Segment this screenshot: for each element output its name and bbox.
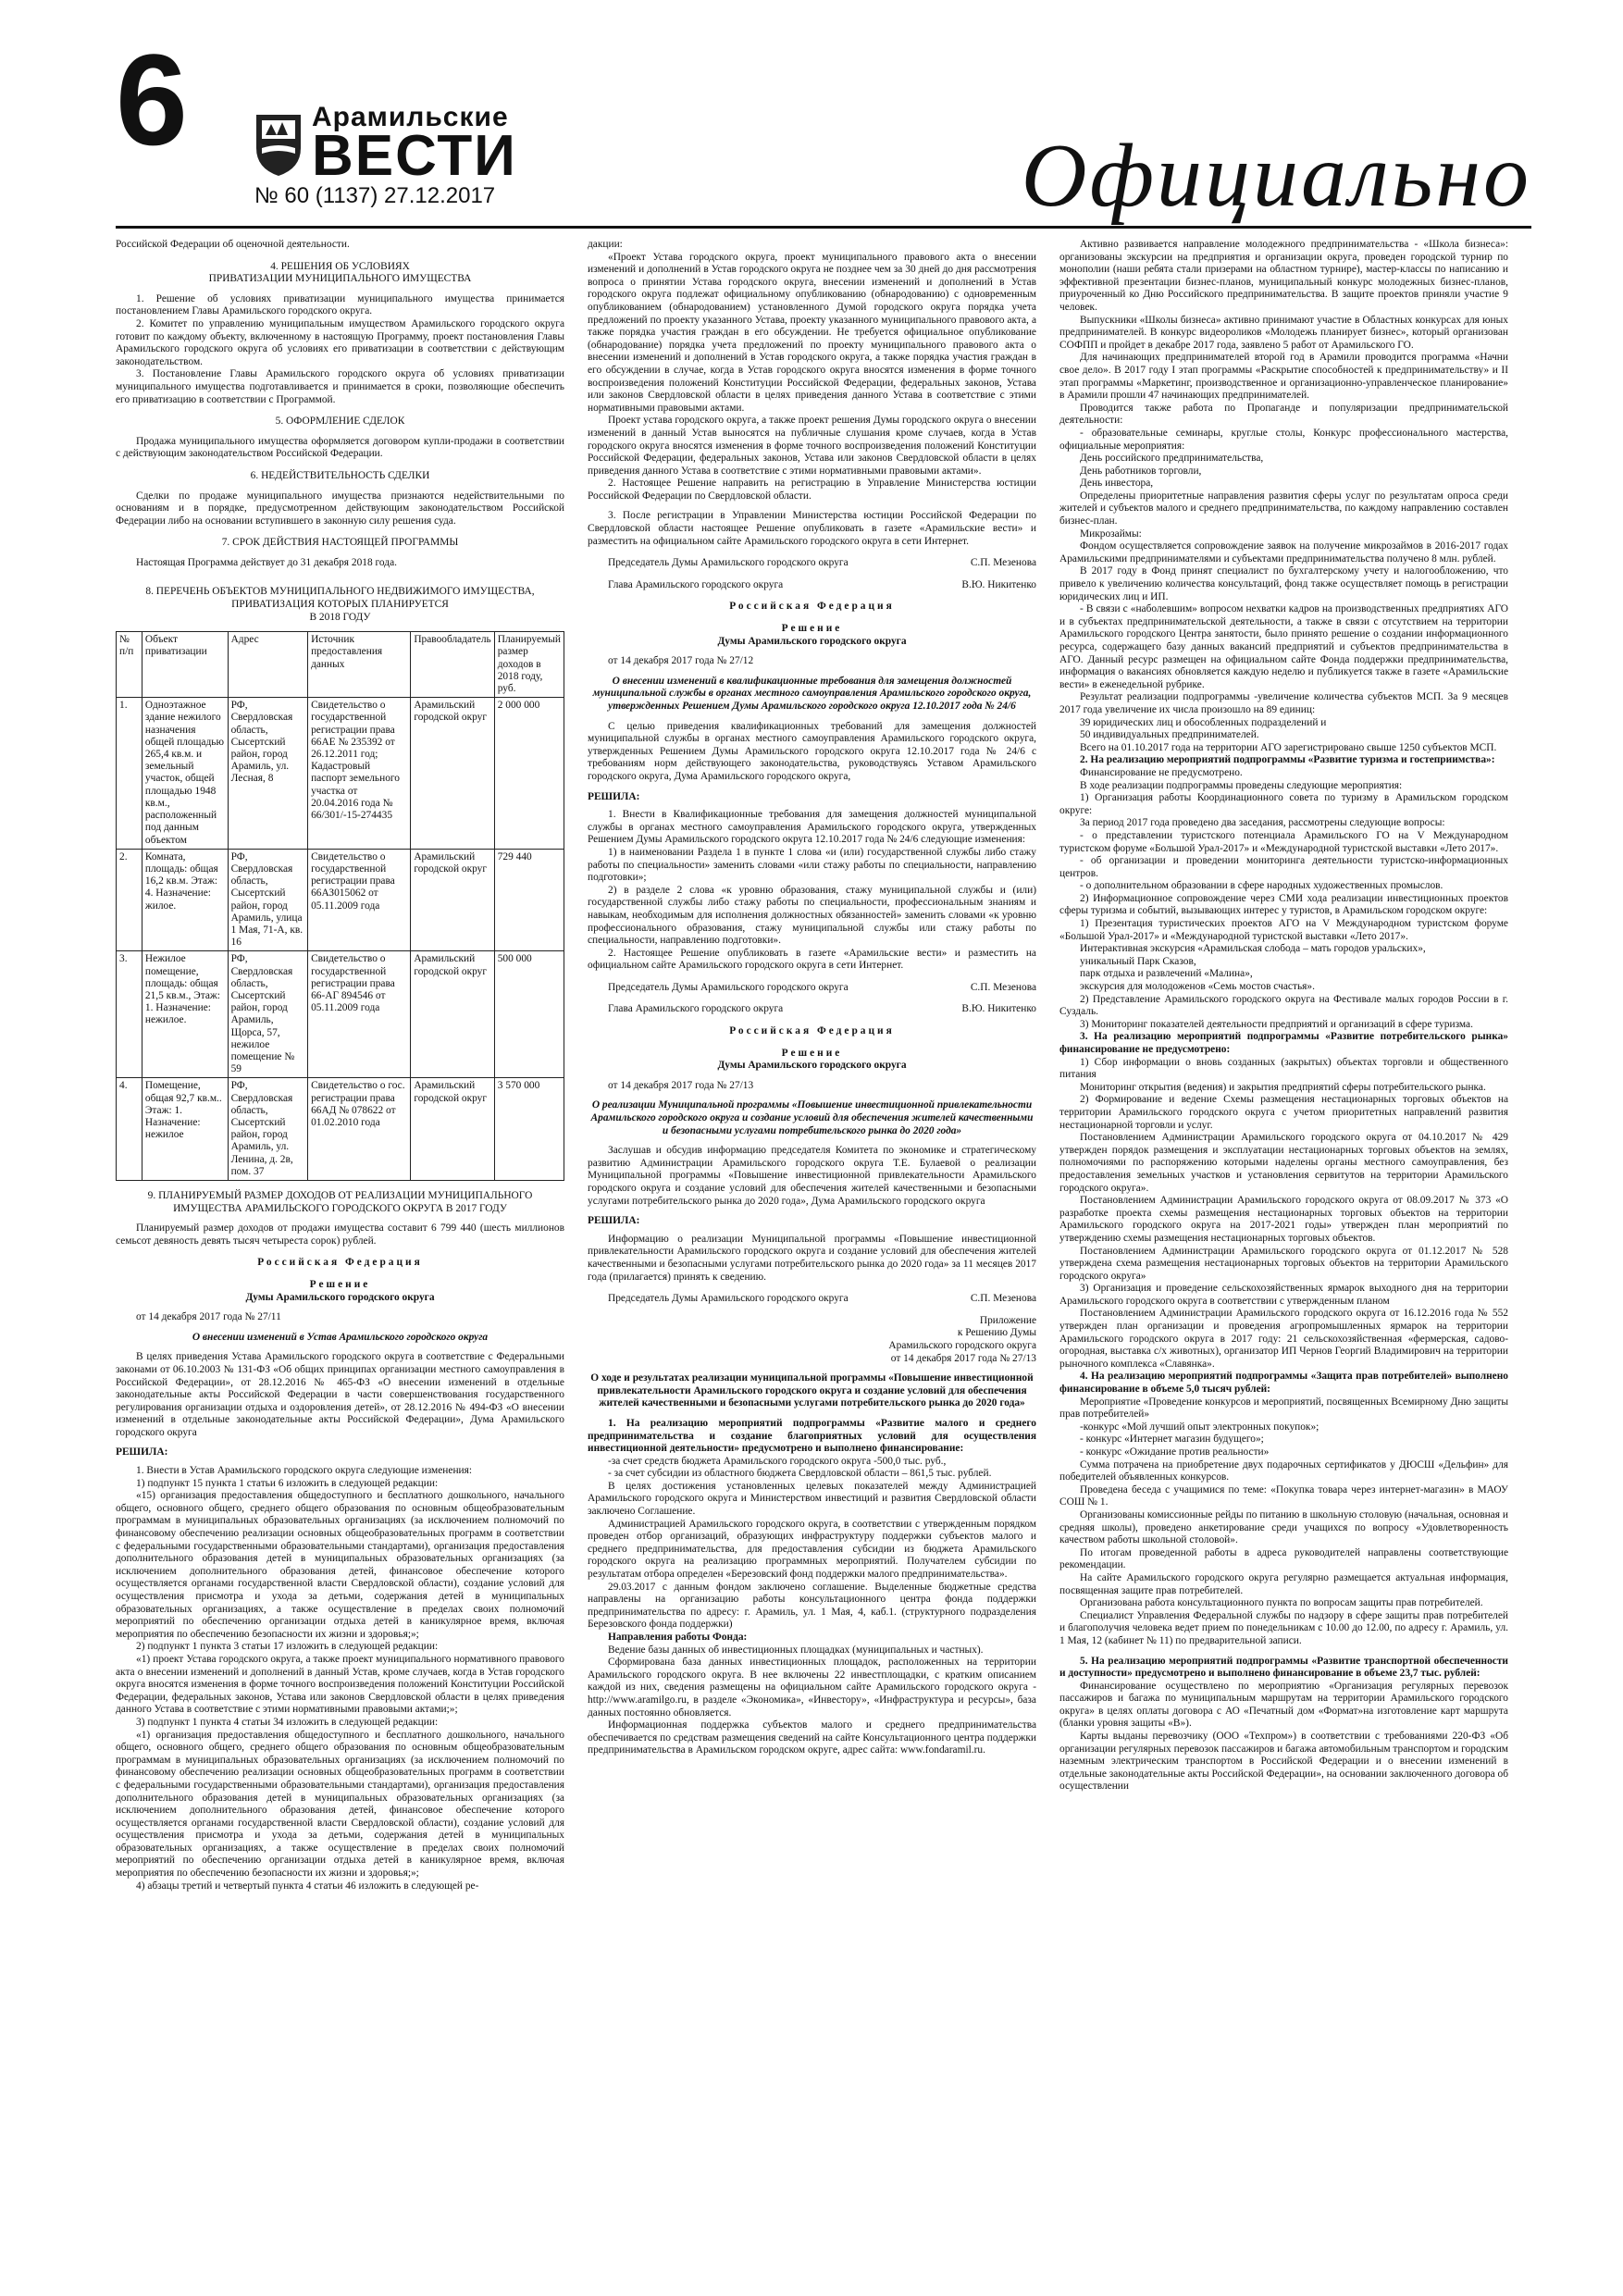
header-rule xyxy=(116,226,1531,229)
paragraph: 3) Организация и проведение сельскохозяйственных ярмарок выходного дня на территории Арамильского городского округа в соответствии с утвержденным планом xyxy=(1059,1283,1508,1307)
signature-line: Председатель Думы Арамильского городского округа С.П. Мезенова xyxy=(608,1293,1036,1305)
decision-label: РЕШИЛА: xyxy=(116,1446,168,1458)
decision-label: РЕШИЛА: xyxy=(588,1215,640,1227)
paragraph: - о дополнительном образовании в сфере народных художественных промыслов. xyxy=(1080,880,1443,892)
table-header-cell: Правообладатель xyxy=(411,632,494,698)
paragraph: Мониторинг открытия (ведения) и закрытия предприятий сферы потребительского рынка. xyxy=(1080,1081,1486,1093)
paragraph: экскурсия для молодоженов «Семь мостов счастья». xyxy=(1080,981,1315,993)
paragraph: 2) в разделе 2 слова «к уровню образования, стажу муниципальной службы и (или) государственной службы либо стажу работы по специальности, профессиональным знаниям и навыкам, необходимым для исполнения должностных обязанностей» заменить словами «к уровню профессионального образования, стажу муниципальной службы или стажу работы по специальности, направлению подготовки». xyxy=(588,884,1036,947)
paragraph: Продажа муниципального имущества оформляется договором купли-продажи в соответствии с действующим законодательством Российской Федерации. xyxy=(116,435,564,460)
paragraph: Проведена беседа с учащимися по теме: «Покупка товара через интернет-магазин» в МАОУ СОШ № 1. xyxy=(1059,1483,1508,1508)
paragraph: За период 2017 года проведено два заседания, рассмотрены следующие вопросы: xyxy=(1080,817,1445,829)
paragraph: 1) Сбор информации о вновь созданных (закрытых) объектах торговли и общественного питания xyxy=(1059,1056,1508,1081)
paragraph: В 2017 году в Фонд принят специалист по бухгалтерскому учету и налогообложению, что привело к увеличению количества консультаций, фонд также осуществляет помощь в регистрации юридических лиц и ИП. xyxy=(1059,565,1508,602)
paragraph: 1. На реализацию мероприятий подпрограммы «Развитие малого и среднего предпринимательства и создание благоприятных условий для осуществления инвестиционной деятельности» предусмотрено и выполнено финансирование: xyxy=(588,1417,1036,1455)
table-row xyxy=(117,1078,564,1181)
doc-authority: Думы Арамильского городского округа xyxy=(717,635,907,647)
paragraph: 3) Мониторинг показателей деятельности предприятий и организаций в сфере туризма. xyxy=(1080,1018,1473,1030)
table-row xyxy=(117,698,564,849)
paragraph: Администрацией Арамильского городского округа, в соответствии с утвержденным порядком проведен отбор организаций, образующих инфраструктуру поддержки субъектов малого и среднего предпринимательства, для предоставления субсидии из бюджета Арамильского городского округа на реализацию программных мероприятий. Получателем субсидии по результатам отбора определен «Березовский фонд поддержки малого предпринимательства». xyxy=(588,1518,1036,1581)
paragraph: В ходе реализации подпрограммы проведены следующие мероприятия: xyxy=(1080,779,1403,791)
column-1 xyxy=(116,239,564,1893)
doc-title: О внесении изменений в квалификационные требования для замещения должностей муниципальной службы в органах местного самоуправления Арамильского городского округа, утвержденных Решением Думы Арамильского городского округа 12.10.2017 года № 24/6 xyxy=(592,675,1032,712)
paragraph: Заслушав и обсудив информацию председателя Комитета по экономике и стратегическому развитию Администрации Арамильского городского округа Т.Е. Булаевой о реализации Муниципальной программы «Повышение инвестиционной привлекательности Арамильского городского округа и создание условий для обеспечения жителей качественными и безопасными услугами потребительского рынка до 2020 года», Дума Арамильского городского округа xyxy=(588,1145,1036,1207)
paragraph: 2) Информационное сопровождение через СМИ хода реализации инвестиционных проектов сферы туризма и событий, вызывающих интерес у туристов, в Арамильском городском округе: xyxy=(1059,892,1508,917)
doc-type: Решение xyxy=(781,1047,843,1059)
table-header-cell: Адрес xyxy=(228,632,307,698)
signature-line: Глава Арамильского городского округа В.Ю. Никитенко xyxy=(608,1003,1036,1015)
paragraph: 1. Внести в Квалификационные требования для замещения должностей муниципальной службы в органах местного самоуправления Арамильского городского округа, утвержденных Решением Думы Арамильского городского округа 12.10.2017 года № 24/6 следующие изменения: xyxy=(588,809,1036,846)
doc-date: от 14 декабря 2017 года № 27/13 xyxy=(608,1079,754,1091)
paragraph: 3. Постановление Главы Арамильского городского округа об условиях приватизации муниципального имущества подготавливается и принимается в сроки, позволяющие обеспечить его приватизацию в соответствии с Программой. xyxy=(116,368,564,405)
paragraph: Мероприятие «Проведение конкурсов и мероприятий, посвященных Всемирному Дню защиты прав потребителей» xyxy=(1059,1396,1508,1421)
table-cell: РФ, Свердловская область, Сысертский район, город Арамиль, Щорса, 57, нежилое помещение № 59 xyxy=(228,951,307,1078)
table-cell: Арамильский городской округ xyxy=(411,698,494,849)
paragraph: Сформирована база данных инвестиционных площадок, расположенных на территории Арамильского городского округа. В нее включены 22 инвестплощадки, с кратким описанием каждой из них, сведения размещены на официальном сайте Арамильского городского округа - http://www.aramilgo.ru, в разделе «Экономика», «Инвестору», «Инфраструктура и ресурсы», база данных постоянно обновляется. xyxy=(588,1657,1036,1719)
paragraph: Выпускники «Школы бизнеса» активно принимают участие в Областных конкурсах для юных предпринимателей. В конкурс видеороликов «Молодежь планирует бизнес», который организован СОФПП и пройдет в декабре 2017 года, заявлено 5 работ от Арамильского ГО. xyxy=(1059,314,1508,351)
table-cell: РФ, Свердловская область, Сысертский район, город Арамиль, ул. Лесная, 8 xyxy=(228,698,307,849)
paragraph: Сделки по продаже муниципального имущества признаются недействительными по основаниям и в порядке, предусмотренном действующим законодательством Российской Федерации либо на основании вступившего в законную силу решения суда. xyxy=(116,490,564,527)
table-cell: 500 000 xyxy=(494,951,564,1078)
paragraph: парк отдыха и развлечений «Малина», xyxy=(1080,968,1253,980)
doc-type: Решение xyxy=(309,1278,371,1290)
table-cell: Свидетельство о гос. регистрации права 66АД № 078622 от 01.02.2010 года xyxy=(308,1078,411,1181)
masthead xyxy=(116,27,1531,226)
table-cell: Арамильский городской округ xyxy=(411,1078,494,1181)
doc-country: Российская Федерация xyxy=(257,1257,423,1269)
paragraph: 1) подпункт 15 пункта 1 статьи 6 изложить в следующей редакции: xyxy=(136,1477,439,1489)
column-2 xyxy=(588,239,1036,1757)
paragraph: дакции: xyxy=(588,239,623,250)
report-title: О ходе и результатах реализации муниципальной программы «Повышение инвестиционной привлекательности Арамильского городского округа и создание условий для обеспечения жителей качественными и безопасными услугами потребительского рынка до 2020 года» xyxy=(590,1372,1034,1409)
paragraph: «Проект Устава городского округа, проект муниципального правового акта о внесении изменений и дополнений в Устав городского округа не позднее чем за 30 дней до дня рассмотрения вопроса о принятии Устава городского округа, внесении изменений и дополнений в Устав городского округа подлежат официальному опубликованию (обнародованию) с одновременным опубликованием (обнародованием) установленного Думой городского округа порядка учета предложений по проекту указанного Устава, проекту указанного муниципального правового акта, а также порядка участия граждан в его обсуждении. Не требуется официальное опубликование (обнародование) порядка учета предложений по проекту муниципального правового акта о внесении изменений и дополнений в Устав городского округа, а также порядка участия граждан в его обсуждении в случае, когда в Устав городского округа вносятся изменения в форме точного воспроизведения положений Конституции Российской Федерации, федеральных законов, Устава или законов Свердловской области в целях приведения данного Устава в соответствие с этими нормативными правовыми актами. xyxy=(588,251,1036,414)
section-heading: 8. ПЕРЕЧЕНЬ ОБЪЕКТОВ МУНИЦИПАЛЬНОГО НЕДВИЖИМОГО ИМУЩЕСТВА, ПРИВАТИЗАЦИЯ КОТОРЫХ ПЛАНИРУЕТСЯ В 2018 ГОДУ xyxy=(145,586,535,623)
signature-line: Глава Арамильского городского округа В.Ю. Никитенко xyxy=(608,578,1036,590)
page-number: 6 xyxy=(116,27,188,172)
table-cell: РФ, Свердловская область, Сысертский район, город Арамиль, улица 1 Мая, 71-А, кв. 16 xyxy=(228,849,307,951)
paragraph: С целью приведения квалификационных требований для замещения должностей муниципальной службы в органах местного самоуправления Арамильского городского округа, утвержденных Решением Думы Арамильского городского округа 12.10.2017 года № 24/6 с требованиям норм действующего законодательства, руководствуясь Уставом Арамильского городского округа, Дума Арамильского городского округа, xyxy=(588,720,1036,782)
decision-label: РЕШИЛА: xyxy=(588,790,640,802)
appendix-label: Приложение xyxy=(979,1314,1036,1326)
paragraph: Постановлением Администрации Арамильского городского округа от 01.12.2017 № 528 утверждена схема размещения нестационарных торговых объектов на территории Арамильского городского округа» xyxy=(1059,1245,1508,1282)
paragraph: Направления работы Фонда: xyxy=(608,1632,748,1643)
paragraph: Микрозаймы: xyxy=(1080,527,1142,540)
paragraph: По итогам проведенной работы в адреса руководителей направлены соответствующие рекомендации. xyxy=(1059,1546,1508,1571)
paragraph: - В связи с «наболевшим» вопросом нехватки кадров на производственных предприятиях АГО и в субъектах предпринимательской деятельности, а также в связи с отсутствием на территории Арамильского городского Центра занятости, было принято решение о создании информационного ресурса, содержащего базу данных вакансий предприятий и субъектов предпринимательства в АГО. Данный ресурс размещен на официальном сайте Фонда поддержки предпринимательства, информация о вакансиях обновляется каждую неделю и публикуется также в газете «Арамильские вести» в еженедельной рубрике. xyxy=(1059,603,1508,690)
paragraph: 1) в наименовании Раздела 1 в пункте 1 слова «и (или) государственной службы либо стажу работы по специальности» заменить словами «или стажу работы по специальности, направлению подготовки»; xyxy=(588,846,1036,884)
table-cell: 2 000 000 xyxy=(494,698,564,849)
table-cell: 1. xyxy=(117,698,142,849)
paragraph: 1) Презентация туристических проектов АГО на V Международном туристском форуме «Большой Урал-2017» и «Международной туристской выставки «Лето 2017». xyxy=(1059,918,1508,942)
paragraph: Финансирование не предусмотрено. xyxy=(1080,766,1243,778)
paragraph: В целях достижения установленных целевых показателей между Администрацией Арамильского городского округа и Министерством инвестиций и развития Свердловской области заключено Соглашение. xyxy=(588,1480,1036,1518)
paragraph: - образовательные семинары, круглые столы, Конкурс профессионального мастерства, официальные мероприятия: xyxy=(1059,427,1508,452)
paragraph: Постановлением Администрации Арамильского городского округа от 08.09.2017 № 373 «О разработке проекта схемы размещения нестационарных торговых объектов на территории Арамильского городского округа на 2017-2021 годы» утвержден план мероприятий по утверждению схемы размещения нестационарных торговых объектов. xyxy=(1059,1195,1508,1244)
paragraph: - об организации и проведении мониторинга деятельности туристско-информационных центров. xyxy=(1059,855,1508,879)
table-header-cell: Источник предоставления данных xyxy=(308,632,411,698)
paragraph: Всего на 01.10.2017 года на территории АГО зарегистрировано свыше 1250 субъектов МСП. xyxy=(1080,741,1497,753)
paragraph: День работников торговли, xyxy=(1080,465,1202,477)
paragraph: - о представлении туристского потенциала Арамильского ГО на V Международном туристском форуме «Большой Урал-2017» и «Международной туристской выставки «Лето 2017». xyxy=(1059,829,1508,854)
paragraph: Планируемый размер доходов от продажи имущества составит 6 799 440 (шесть миллионов семьсот девяность девять тысяч четыреста сорок) рублей. xyxy=(116,1222,564,1247)
section-heading: 9. ПЛАНИРУЕМЫЙ РАЗМЕР ДОХОДОВ ОТ РЕАЛИЗАЦИИ МУНИЦИПАЛЬНОГО ИМУЩЕСТВА АРАМИЛЬСКОГО ГОРОДСКОГО ОКРУГА В 2017 ГОДУ xyxy=(147,1189,533,1214)
table-cell: 4. xyxy=(117,1078,142,1181)
appendix-label: Арамильского городского округа xyxy=(888,1339,1036,1351)
paragraph: 1. Внести в Устав Арамильского городского округа следующие изменения: xyxy=(136,1465,473,1477)
table-cell: РФ, Свердловская область, Сысертский район, город Арамиль, ул. Ленина, д. 2в, пом. 37 xyxy=(228,1078,307,1181)
paragraph: Информацию о реализации Муниципальной программы «Повышение инвестиционной привлекательности Арамильского городского округа и создание условий для обеспечения жителей качественными и безопасными услугами потребительского рынка до 2020 года» за 11 месяцев 2017 года (прилагается) принять к сведению. xyxy=(588,1233,1036,1283)
paper-name-top: Арамильские xyxy=(312,102,509,132)
signature-line: Председатель Думы Арамильского городского округа С.П. Мезенова xyxy=(608,981,1036,993)
paragraph: Фондом осуществляется сопровождение заявок на получение микрозаймов в 2016-2017 годах Арамильскими предпринимателями и субъектами предпринимательства получено 8 млн. рублей. xyxy=(1059,540,1508,565)
paragraph: 2. Комитет по управлению муниципальным имуществом Арамильского городского округа готовит по каждому объекту, включенному в настоящую Программу, проект постановления Главы Арамильского городского округа об условиях его приватизации в соответствии с действующим законодательством. xyxy=(116,317,564,367)
section-heading: 5. ОФОРМЛЕНИЕ СДЕЛОК xyxy=(275,416,405,428)
paragraph: 2. Настоящее Решение опубликовать в газете «Арамильские вести» и разместить на официальном сайте Арамильского городского округа в сети Интернет. xyxy=(588,947,1036,972)
paragraph: - за счет субсидии из областного бюджета Свердловской области – 861,5 тыс. рублей. xyxy=(608,1468,992,1480)
paragraph: Постановлением Администрации Арамильского городского округа от 04.10.2017 № 429 утвержден порядок размещения и эксплуатации нестационарных торговых объектов на землях, полномочиями по распоряжению которыми наделены органы местного самоуправления, без предоставления земельных участков и установления сервитутов на территории Арамильского городского округа». xyxy=(1059,1132,1508,1194)
doc-country: Российская Федерация xyxy=(729,601,895,613)
paragraph: Для начинающих предпринимателей второй год в Арамили проводится программа «Начни свое дело». В 2017 году I этап программы «Раскрытие способностей к предпринимательству» и II этап программы «Маркетинг, производственное и организационно-управленческое планирование» в Арамили прошли 47 начинающих предпринимателей. xyxy=(1059,352,1508,402)
paragraph: 4. На реализацию мероприятий подпрограммы «Защита прав потребителей» выполнено финансирование в объеме 5,0 тысяч рублей: xyxy=(1059,1371,1508,1396)
appendix-label: к Решению Думы xyxy=(957,1327,1036,1339)
paragraph: - конкурс «Ожидание против реальности» xyxy=(1080,1446,1270,1458)
paragraph: Ведение базы данных об инвестиционных площадках (муниципальных и частных). xyxy=(608,1644,984,1656)
paragraph: 29.03.2017 с данным фондом заключено соглашение. Выделенные бюджетные средства направлены на организацию работы консультационного центра фонда поддержки предпринимательства по адресу: г. Арамиль, ул. 1 Мая, 4, каб.1. (структурного подразделения Березовского фонда поддержки) xyxy=(588,1581,1036,1631)
table-cell: 2. xyxy=(117,849,142,951)
paragraph: -за счет средств бюджета Арамильского городского округа -500,0 тыс. руб., xyxy=(608,1455,947,1467)
paragraph: «1) проект Устава городского округа, а также проект муниципального нормативного правового акта о внесении изменений и дополнений в данный Устав, кроме случаев, когда в Устав городского округа вносятся изменения в форме точного воспроизведения положений Конституции Российской Федерации, федеральных законов, Устава или законов Свердловской области в целях приведения данного Устава в соответствие с этими нормативными правовыми актами;»; xyxy=(116,1653,564,1716)
table-cell: Помещение, общая 92,7 кв.м.. Этаж: 1. Назначение: нежилое xyxy=(142,1078,228,1181)
table-cell: Свидетельство о государственной регистрации права 66-АГ 894546 от 05.11.2009 года xyxy=(308,951,411,1078)
paragraph: 2. Настоящее Решение направить на регистрацию в Управление Министерства юстиции Российской Федерации по Свердловской области. xyxy=(588,478,1036,502)
paragraph: День инвестора, xyxy=(1080,478,1154,490)
paragraph: Организованы комиссионные рейды по питанию в школьную столовую (начальная, основная и средняя школы), проведено анкетирование среди учащихся по вопросу «Удовлетворенность качеством работы школьной столовой». xyxy=(1059,1508,1508,1546)
paragraph: 1. Решение об условиях приватизации муниципального имущества принимается постановлением Главы Арамильского городского округа. xyxy=(116,292,564,317)
paragraph: На сайте Арамильского городского округа регулярно размещается актуальная информация, посвященная защите прав потребителей. xyxy=(1059,1571,1508,1596)
paragraph: 4) абзацы третий и четвертый пункта 4 статьи 46 изложить в следующей ре- xyxy=(136,1880,479,1892)
appendix-label: от 14 декабря 2017 года № 27/13 xyxy=(890,1352,1036,1364)
doc-title: О реализации Муниципальной программы «Повышение инвестиционной привлекательности Арамильского городского округа и создание условий для обеспечения жителей качественными и безопасными услугами потребительского рынка до 2020 года» xyxy=(590,1099,1034,1136)
paragraph: Интерактивная экскурсия «Арамильская слобода – мать городов уральских», xyxy=(1080,943,1426,955)
table-header-cell: Планируемый размер доходов в 2018 году, руб. xyxy=(494,632,564,698)
paragraph: - конкурс «Интернет магазин будущего»; xyxy=(1080,1433,1264,1446)
paragraph: 3) подпункт 1 пункта 4 статьи 34 изложить в следующей редакции: xyxy=(136,1716,439,1728)
section-title: Официально xyxy=(1021,126,1531,226)
paper-name: ВЕСТИ xyxy=(312,124,517,188)
section-heading: 7. СРОК ДЕЙСТВИЯ НАСТОЯЩЕЙ ПРОГРАММЫ xyxy=(221,537,459,549)
section-heading: 6. НЕДЕЙСТВИТЕЛЬНОСТЬ СДЕЛКИ xyxy=(250,469,430,481)
paragraph: 5. На реализацию мероприятий подпрограммы «Развитие транспортной обеспеченности и доступности» предусмотрено и выполнено финансирование в объеме 23,7 тыс. рублей: xyxy=(1059,1655,1508,1680)
paragraph: Российской Федерации об оценочной деятельности. xyxy=(116,239,350,250)
paragraph: Проводится также работа по Пропаганде и популяризации предпринимательской деятельности: xyxy=(1059,402,1508,427)
paragraph: «1) организация предоставления общедоступного и бесплатного дошкольного, начального общего, основного общего, среднего общего образования по основным общеобразовательным программам в муниципальных образовательных организациях (за исключением полномочий по финансовому обеспечению реализации основных общеобразовательных программ в соответствии с федеральными государственными образовательными стандартами), организация предоставления дополнительного образования детей в муниципальных образовательных организациях (за исключением дополнительного образования детей, финансовое обеспечение которого осуществляется органами государственной власти Свердловской области), создание условий для осуществления присмотра и ухода за детьми, содержания детей в муниципальных образовательных организациях, а также осуществление в пределах своих полномочий мероприятий по обеспечению организации отдыха детей в каникулярное время, включая мероприятия по обеспечению безопасности их жизни и здоровья;»; xyxy=(116,1729,564,1880)
paragraph: Постановлением Администрации Арамильского городского округа от 16.12.2016 года № 552 утвержден план организации и проведения агропромышленных ярмарок на территории Арамильского городского округа в 2017 году: 21 сельскохозяйственная «фермерская, садово-огородная, выставка с/х животных), организатор ИП Чернов Георгий Владимирович на территории рыночного комплекса «Славянка». xyxy=(1059,1308,1508,1370)
doc-type: Решение xyxy=(781,623,843,635)
table-row xyxy=(117,951,564,1078)
doc-date: от 14 декабря 2017 года № 27/11 xyxy=(136,1311,281,1323)
doc-date: от 14 декабря 2017 года № 27/12 xyxy=(608,655,754,667)
section-heading: 4. РЕШЕНИЯ ОБ УСЛОВИЯХ ПРИВАТИЗАЦИИ МУНИЦИПАЛЬНОГО ИМУЩЕСТВА xyxy=(208,260,472,285)
table-cell: 3. xyxy=(117,951,142,1078)
table-header-cell: № п/п xyxy=(117,632,142,698)
paragraph: Проект устава городского округа, а также проект решения Думы городского округа о внесении изменений в данный Устав выносятся на публичные слушания кроме случаев, когда в Устав городского округа вносятся изменения в форме точного воспроизведения положений Конституции Российской Федерации, федеральных законов, Устава или законов Свердловской области в целях приведения данного Устава в соответствие с этими нормативными правовыми актами». xyxy=(588,415,1036,477)
paragraph: уникальный Парк Сказов, xyxy=(1080,955,1196,967)
table-cell: Нежилое помещение, площадь: общая 21,5 кв.м., Этаж: 1. Назначение: нежилое. xyxy=(142,951,228,1078)
signature-line: Председатель Думы Арамильского городского округа С.П. Мезенова xyxy=(608,557,1036,569)
paragraph: 50 индивидуальных предпринимателей. xyxy=(1080,729,1259,741)
paragraph: 2) подпункт 1 пункта 3 статьи 17 изложить в следующей редакции: xyxy=(136,1641,439,1653)
paragraph: Организована работа консультационного пункта по вопросам защиты прав потребителей. xyxy=(1080,1597,1483,1609)
paragraph: День российского предпринимательства, xyxy=(1080,453,1264,465)
paragraph: 3. На реализацию мероприятий подпрограммы «Развитие потребительского рынка» финансирование не предусмотрено: xyxy=(1059,1031,1508,1055)
table-cell: Арамильский городской округ xyxy=(411,849,494,951)
table-cell: Одноэтажное здание нежилого назначения общей площадью 265,4 кв.м. и земельный участок, общей площадью 1948 кв.м., расположенный под данным объектом xyxy=(142,698,228,849)
table-cell: Свидетельство о государственной регистрации права 66АЗ015062 от 05.11.2009 года xyxy=(308,849,411,951)
paragraph: 3. После регистрации в Управлении Министерства юстиции Российской Федерации по Свердловской области настоящее Решение опубликовать в газете «Арамильские вести» и разместить на официальном сайте Арамильского городского округа в сети Интернет. xyxy=(588,510,1036,547)
doc-country: Российская Федерация xyxy=(729,1025,895,1037)
paragraph: Активно развивается направление молодежного предпринимательства - «Школа бизнеса»: организованы экскурсии на предприятия и организации округа, проведен городской турнир по монополии (наши ребята стали призерами на областном турнире), мастер-классы по написанию и эффективной презентации бизнес-планов, муниципальный конкурс молодежных бизнес-планов, приуроченный ко Дню Российского предпринимательства. В защите проектов приняли участие 9 человек. xyxy=(1059,239,1508,313)
coat-of-arms-icon xyxy=(253,111,304,178)
table-header-row xyxy=(117,632,564,698)
doc-authority: Думы Арамильского городского округа xyxy=(245,1291,435,1303)
paragraph: 2) Представление Арамильского городского округа на Фестивале малых городов России в г. Суздаль. xyxy=(1059,993,1508,1018)
paragraph: Результат реализации подпрограммы -увеличение количества субъектов МСП. За 9 месяцев 2017 года увеличение их числа произошло на 89 единиц: xyxy=(1059,691,1508,715)
paragraph: Специалист Управления Федеральной службы по надзору в сфере защиты прав потребителей и благополучия человека ведет прием по понедельникам с 10.00 до 12.00, по адресу г. Арамиль, ул. 1 Мая, 12 (кабинет № 11) по предварительной записи. xyxy=(1059,1609,1508,1646)
paragraph: 2) Формирование и ведение Схемы размещения нестационарных торговых объектов на территории Арамильского городского округа с учетом приоритетных направлений развития нестационарной торговли и услуг. xyxy=(1059,1094,1508,1131)
table-cell: Арамильский городской округ xyxy=(411,951,494,1078)
paragraph: 2. На реализацию мероприятий подпрограммы «Развитие туризма и гостеприимства»: xyxy=(1080,754,1495,766)
paragraph: Сумма потрачена на приобретение двух подарочных сертификатов у ДЮСШ «Дельфин» для победителей объявленных конкурсов. xyxy=(1059,1458,1508,1483)
paragraph: В целях приведения Устава Арамильского городского округа в соответствие с Федеральными законами от 06.10.2003 № 131-ФЗ «Об общих принципах организации местного самоуправления в Российской Федерации», от 28.12.2016 № 465-ФЗ «О внесении изменений в отдельные законодательные акты Российской Федерации в части совершенствования государственного регулирования организации отдыха и оздоровления детей», от 28.12.2016 № 494-ФЗ «О внесении изменений в отдельные законодательные акты Российской Федерации», Дума Арамильского городского округа xyxy=(116,1351,564,1438)
paragraph: Финансирование осуществлено по мероприятию «Организация регулярных перевозок пассажиров и багажа по муниципальным маршрутам на территории Арамильского городского округа» в целях оплаты договора с АО «Печатный дом «Формат»на изготовление карт маршрута (бланки уровня защиты «В»). xyxy=(1059,1680,1508,1730)
issue-number: № 60 (1137) 27.12.2017 xyxy=(254,183,496,208)
doc-title: О внесении изменений в Устав Арамильского городского округа xyxy=(192,1331,489,1343)
table-cell: 729 440 xyxy=(494,849,564,951)
paragraph: Определены приоритетные направления развития сферы услуг по результатам опроса среди жителей и субъектов малого и среднего предпринимательства, по каждому направлению составлен бизнес-план. xyxy=(1059,490,1508,527)
paragraph: Карты выданы перевозчику (ООО «Техпром») в соответствии с требованиями 220-ФЗ «Об организации регулярных перевозок пассажиров и багажа автомобильным транспортом и городским наземным электрическим транспортом в Российской Федерации и о внесении изменений в отдельные законодательные акты Российской Федерации», на основании заключенного договора об осуществлении xyxy=(1059,1731,1508,1793)
table-cell: 3 570 000 xyxy=(494,1078,564,1181)
paragraph: -конкурс «Мой лучший опыт электронных покупок»; xyxy=(1080,1421,1319,1433)
objects-table xyxy=(116,631,564,1181)
table-cell: Свидетельство о государственной регистрации права 66АЕ № 235392 от 26.12.2011 год; Кадастровый паспорт земельного участка от 20.04.2016 года № 66/301/-15-274435 xyxy=(308,698,411,849)
table-header-cell: Объект приватизации xyxy=(142,632,228,698)
column-3 xyxy=(1059,239,1508,1793)
table-row xyxy=(117,849,564,951)
paragraph: 39 юридических лиц и обособленных подразделений и xyxy=(1080,716,1327,728)
paragraph: Информационная поддержка субъектов малого и среднего предпринимательства обеспечивается по средствам размещения сведений на сайте Консультационного центра поддержки предпринимательства в Арамильском городском округе, адрес сайта: www.fondaramil.ru. xyxy=(588,1719,1036,1756)
paragraph: 1) Организация работы Координационного совета по туризму в Арамильском городском округе: xyxy=(1059,792,1508,816)
paragraph: Настоящая Программа действует до 31 декабря 2018 года. xyxy=(136,556,397,568)
paragraph: «15) организация предоставления общедоступного и бесплатного дошкольного, начального общего, основного общего, среднего общего образования по основным общеобразовательным программам в муниципальных образовательных организациях (за исключением полномочий по финансовому обеспечению реализации основных общеобразовательных программ в соответствии с федеральными государственными образовательными стандартами), организация предоставления дополнительного образования детей в муниципальных образовательных организациях (за исключением дополнительного образования детей, финансовое обеспечение которого осуществляется органами государственной власти Свердловской области), создание условий для осуществления присмотра и ухода за детьми, содержания детей в муниципальных образовательных организациях, а также осуществление в пределах своих полномочий мероприятий по обеспечению организации отдыха детей в каникулярное время, включая мероприятия по обеспечению безопасности их жизни и здоровья;»; xyxy=(116,1490,564,1640)
table-cell: Комната, площадь: общая 16,2 кв.м. Этаж: 4. Назначение: жилое. xyxy=(142,849,228,951)
doc-authority: Думы Арамильского городского округа xyxy=(717,1060,907,1072)
